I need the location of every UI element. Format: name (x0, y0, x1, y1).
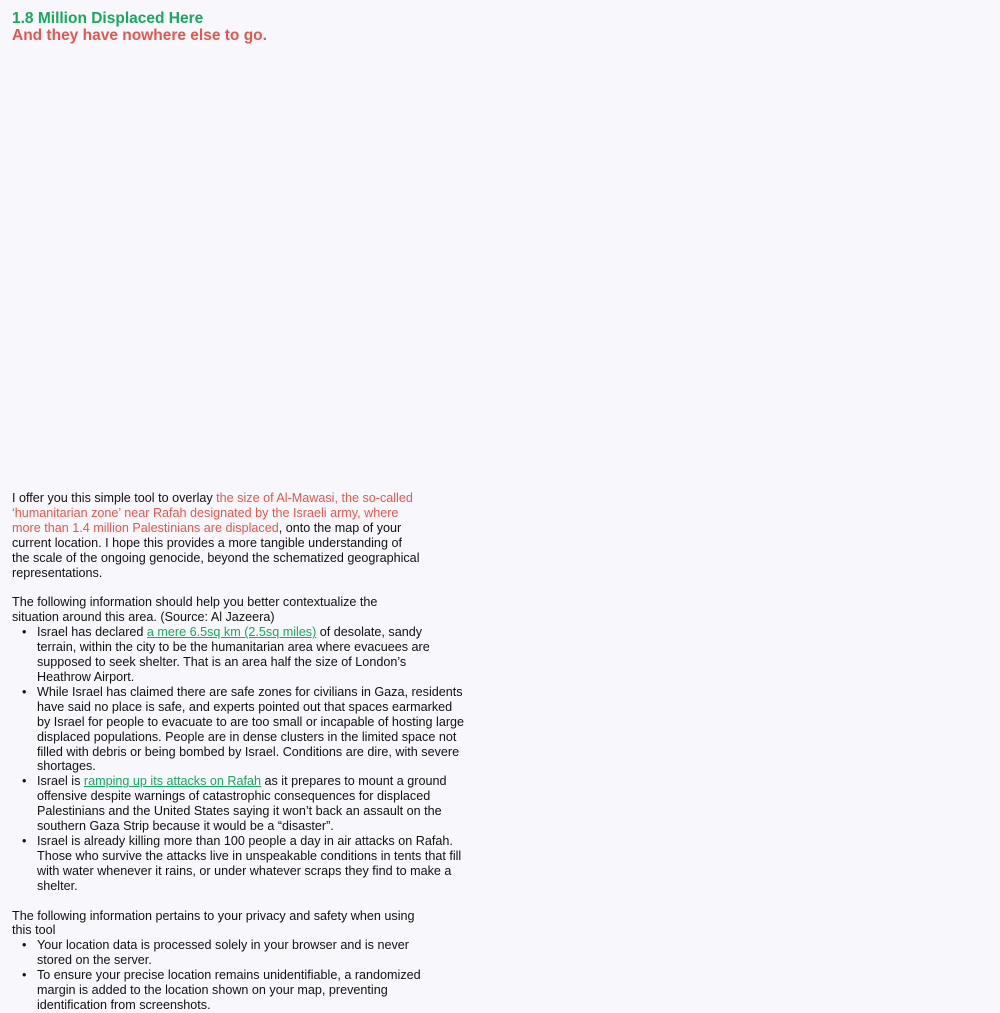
page-header (12, 10, 267, 44)
privacy-intro: The following information pertains to your privacy and safety when using this tool (12, 908, 415, 938)
page-title: 1.8 Million Displaced Here (12, 10, 204, 27)
info-content (12, 491, 465, 1013)
context-item3-end: as it prepares to mount a ground offensive despite warnings of catastrophic consequences for displaced Palestinians and the United States saying it won’t back an assault on the southern Gaza Strip because it would be a “disaster”. (37, 774, 447, 834)
context-intro: The following information should help you better contextualize the situation around this area. (Source: Al Jazeera) (12, 595, 378, 625)
privacy-item2: To ensure your precise location remains unidentifiable, a randomized margin is added to the location shown on your map, preventing identification from screenshots. (37, 968, 421, 1012)
area-size-link[interactable]: a mere 6.5sq km (2.5sq miles) (146, 625, 317, 640)
context-item1-end: of desolate, sandy terrain, within the city to be the humanitarian area where evacuees are supposed to seek shelter. That is an area half the size of London’s Heathrow Airport. (37, 625, 430, 684)
rafah-attacks-link[interactable]: ramping up its attacks on Rafah (83, 774, 261, 789)
context-item1-start: Israel has declared (37, 625, 147, 640)
list-item (37, 938, 447, 968)
privacy-list (12, 938, 462, 1013)
context-item3-start: Israel is (37, 774, 84, 789)
list-item (37, 968, 432, 1013)
intro-highlight: the size of Al-Mawasi, the so-called ‘humanitarian zone’ near Rafah designated by the Israeli army, where more than 1.4 million Palestinians are displaced (12, 491, 413, 535)
intro-text-end: , onto the map of your current location. I hope this provides a more tangible understanding of the scale of the ongoing genocide, beyond the schematized geographical representations. (12, 520, 420, 580)
map-area[interactable] (0, 50, 1000, 480)
page-subtitle: And they have nowhere else to go. (12, 27, 267, 44)
list-item (37, 774, 467, 834)
context-item2: While Israel has claimed there are safe zones for civilians in Gaza, residents have said no place is safe, and experts pointed out that spaces earmarked by Israel for people to evacuate to are too small or incapable of hosting large displaced populations. People are in dense clusters in the limited space not filled with debris or being bombed by Israel. Conditions are dire, with severe shortages. (37, 684, 465, 774)
intro-text-start: I offer you this simple tool to overlay (12, 491, 217, 505)
list-item (37, 685, 467, 774)
intro-paragraph (12, 491, 422, 580)
context-list (12, 625, 465, 893)
context-item4: Israel is already killing more than 100 people a day in air attacks on Rafah. Those who survive the attacks live in unspeakable conditions in tents that fill with water whenever it rains, or under whatever scraps they find to make a shelter. (37, 833, 462, 893)
list-item (37, 834, 467, 894)
list-item (37, 625, 447, 685)
privacy-item1: Your location data is processed solely in your browser and is never stored on the server. (37, 938, 409, 968)
